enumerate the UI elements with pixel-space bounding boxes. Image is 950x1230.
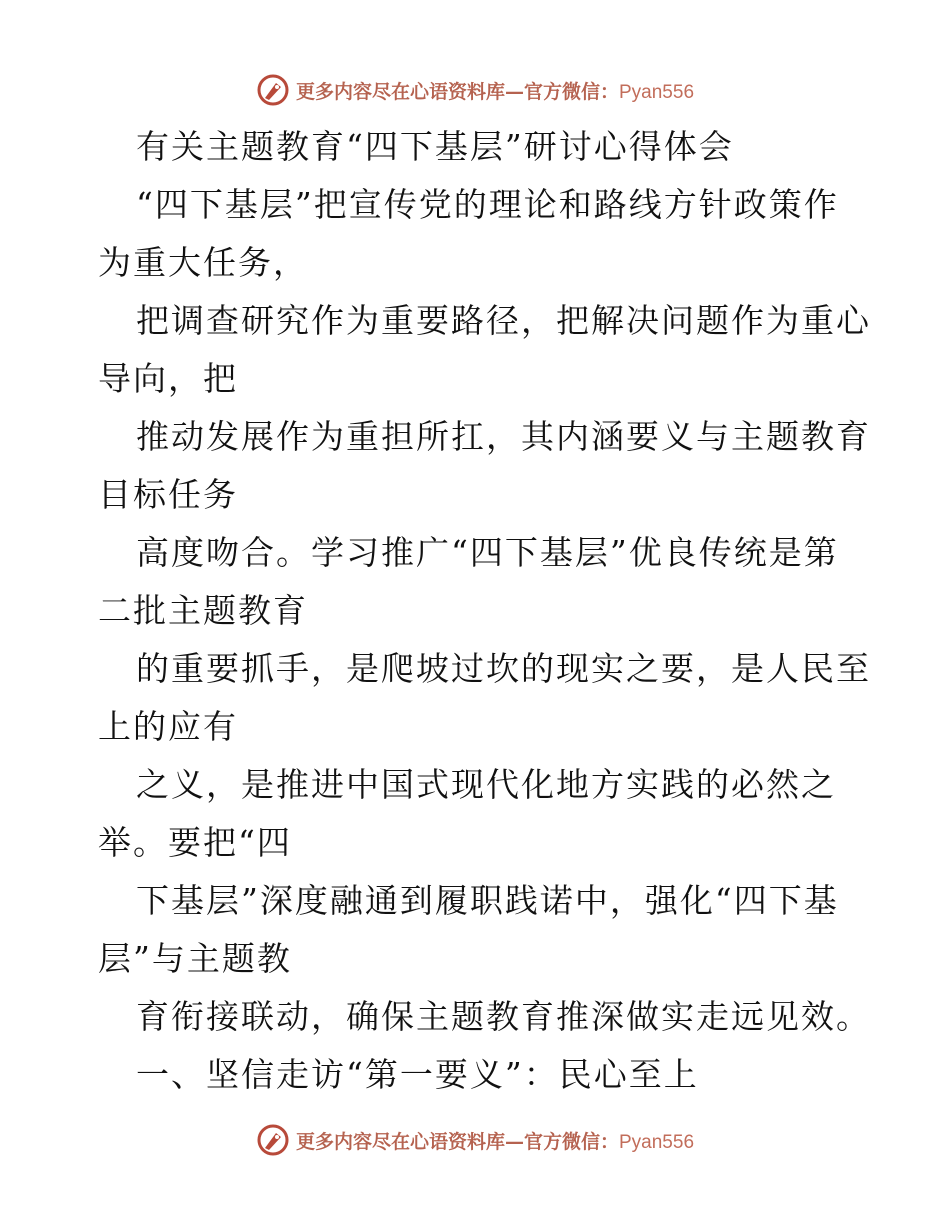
document-body [98,118,871,1104]
paragraph-line: 二批主题教育 [98,591,308,630]
paragraph-line: 目标任务 [98,475,238,514]
paragraph-line: 之义，是推进中国式现代化地方实践的必然之 [136,765,836,804]
watermark-dash: — [504,1130,524,1153]
watermark-id: Pyan556 [619,1131,695,1153]
watermark-main: 更多内容尽在心语资料库 [295,1130,505,1153]
section-heading: 一、坚信走访“第一要义”：民心至上 [136,1055,699,1094]
paragraph-line: 上的应有 [98,707,238,746]
pen-nib-circle-icon [256,1123,290,1157]
paragraph-line: 高度吻合。学习推广“四下基层”优良传统是第 [136,533,839,572]
paragraph-line: “四下基层”把宣传党的理论和路线方针政策作 [136,185,839,224]
watermark-contact: 官方微信： [523,80,619,103]
pen-nib-circle-icon [256,73,290,107]
paragraph-line: 导向，把 [98,359,238,398]
watermark-text [296,77,694,104]
paragraph-line: 层”与主题教 [98,939,292,978]
footer-watermark-banner [0,1120,950,1160]
header-watermark-banner [0,70,950,110]
watermark-text [296,1127,694,1154]
paragraph-line: 把调查研究作为重要路径，把解决问题作为重心 [136,301,871,340]
watermark-dash: — [504,80,524,103]
paragraph-line: 下基层”深度融通到履职践诺中，强化“四下基 [136,881,839,920]
watermark-id: Pyan556 [619,81,695,103]
paragraph-line: 育衔接联动，确保主题教育推深做实走远见效。 [136,997,871,1036]
paragraph-line: 的重要抓手，是爬坡过坎的现实之要，是人民至 [136,649,871,688]
document-title: 有关主题教育“四下基层”研讨心得体会 [136,127,734,166]
watermark-main: 更多内容尽在心语资料库 [295,80,505,103]
paragraph-line: 为重大任务， [98,243,308,282]
paragraph-line: 推动发展作为重担所扛，其内涵要义与主题教育 [136,417,871,456]
watermark-contact: 官方微信： [523,1130,619,1153]
paragraph-line: 举。要把“四 [98,823,292,862]
